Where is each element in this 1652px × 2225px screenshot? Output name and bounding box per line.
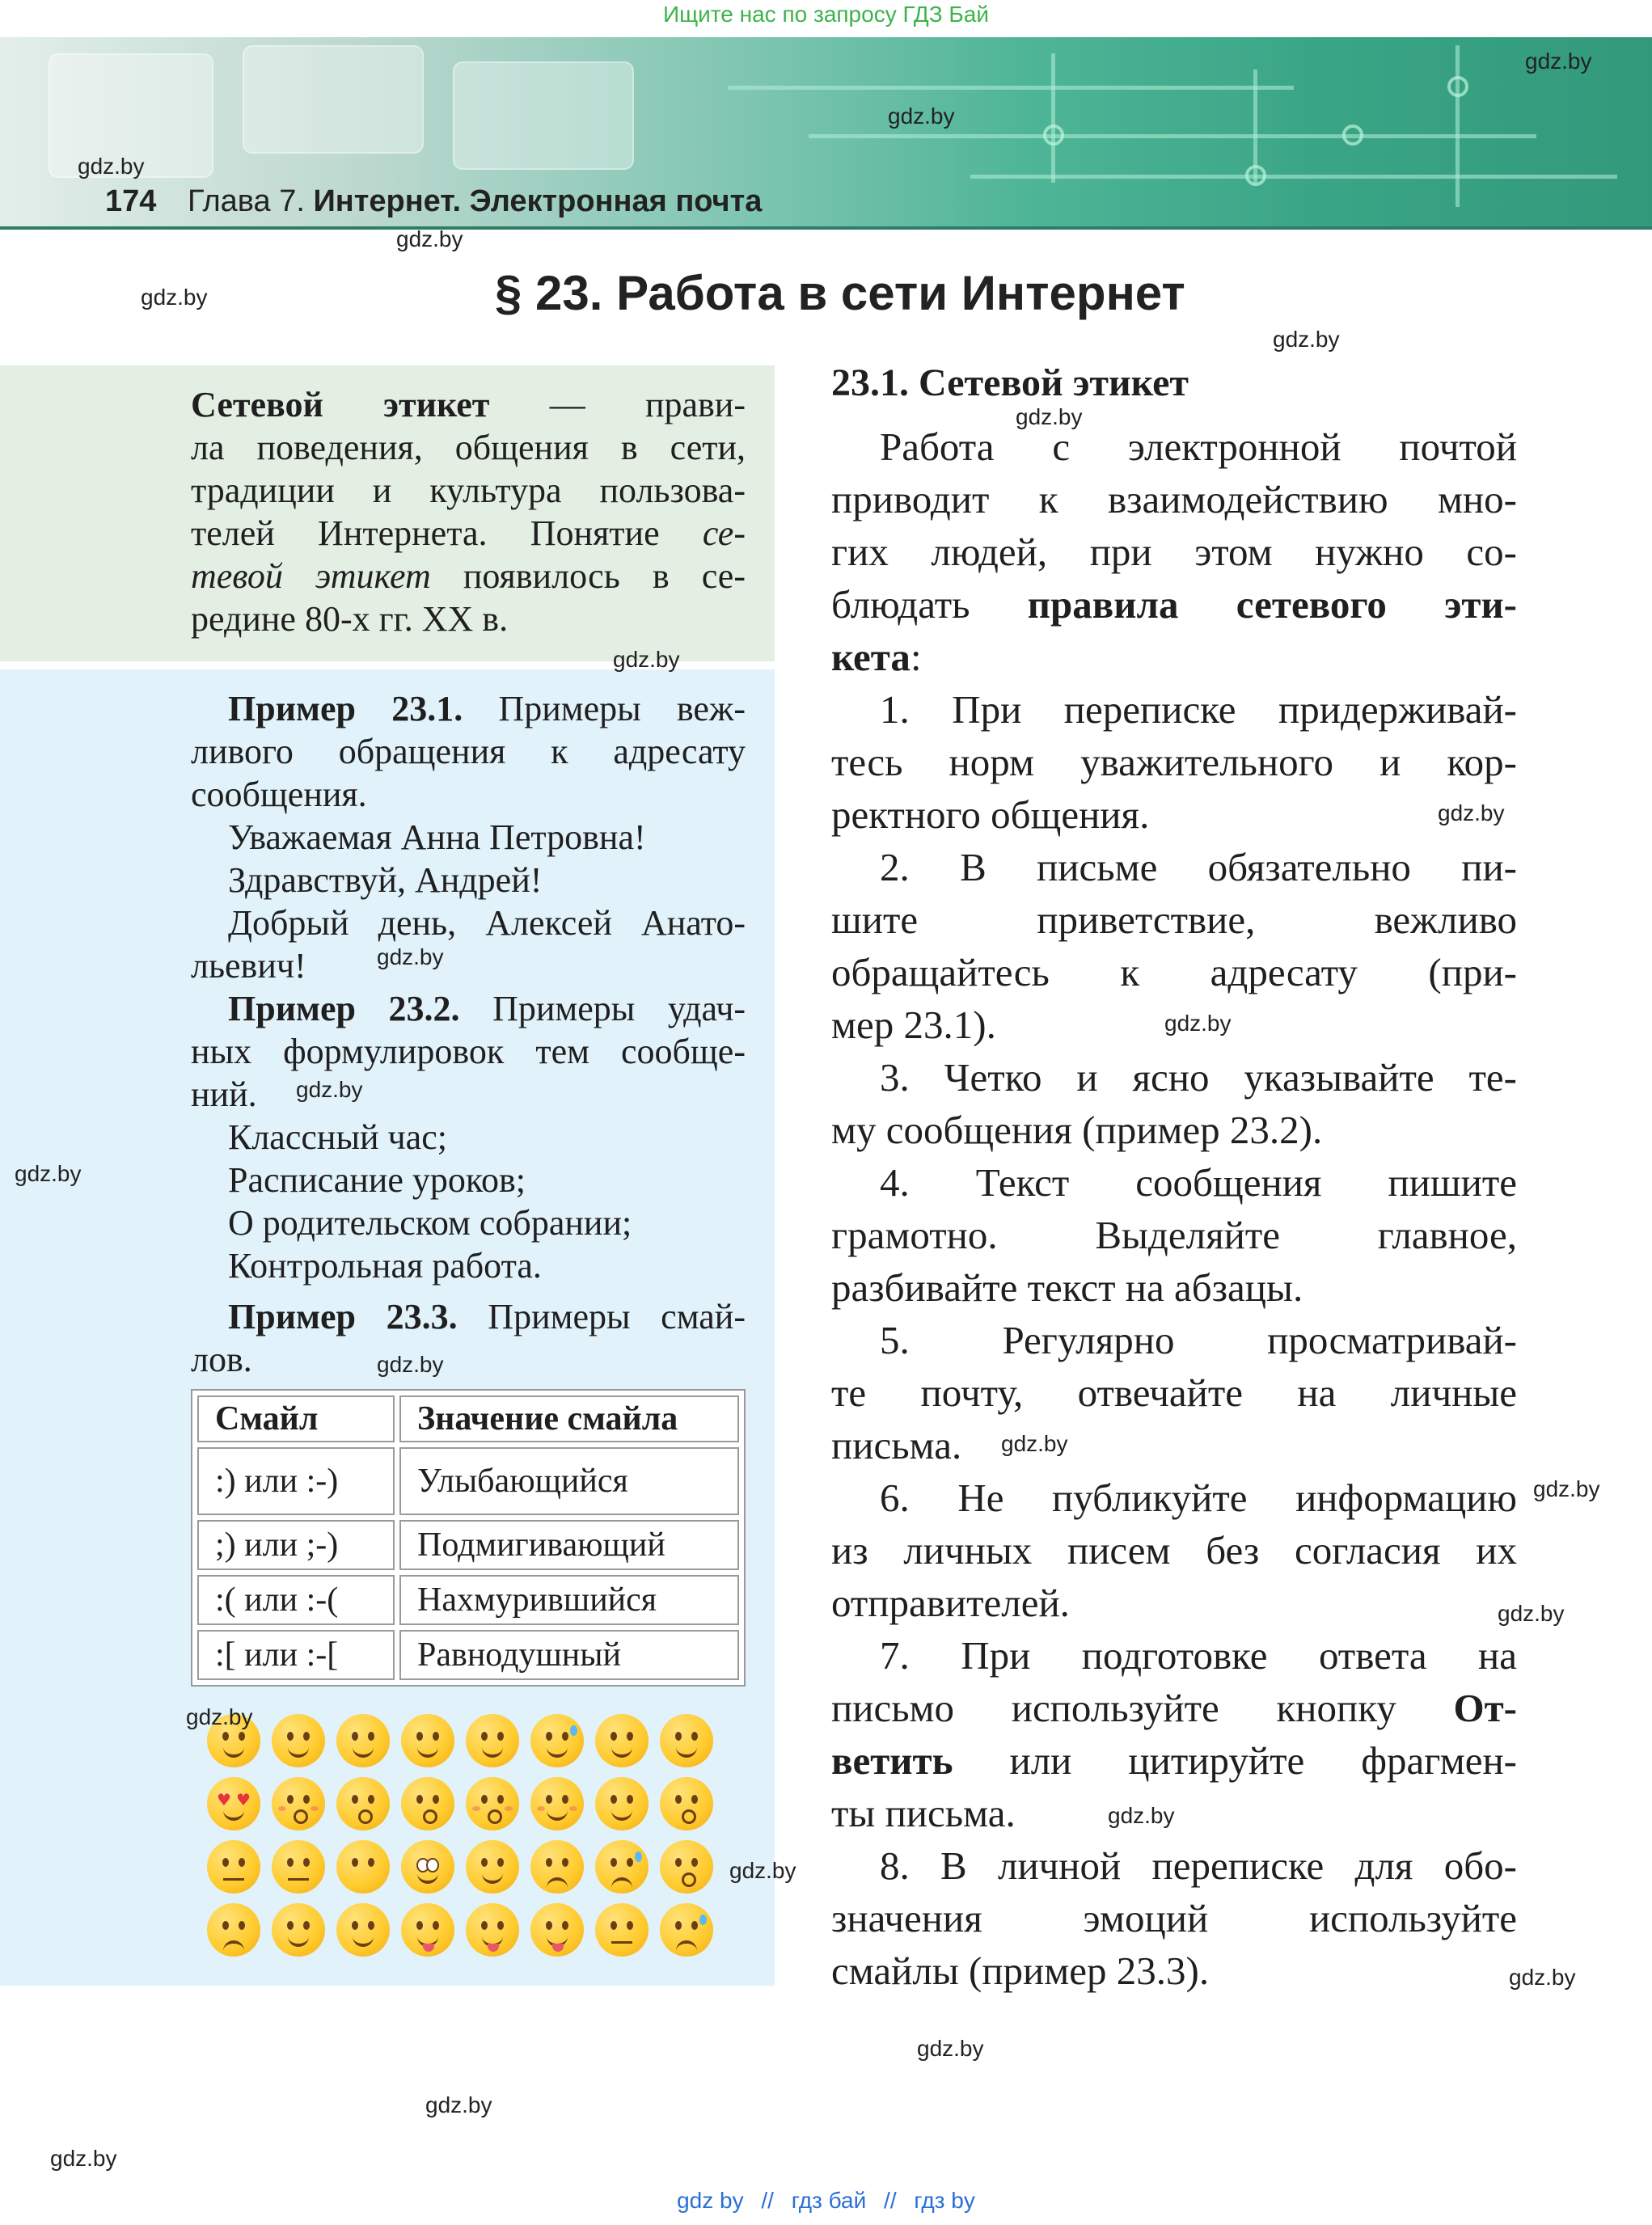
footer-separator: // <box>884 2188 897 2213</box>
rule-line: из личных писем без согласия их <box>831 1528 1517 1573</box>
smiley-code: :[ или :-[ <box>197 1630 395 1680</box>
rule-first-line <box>831 1629 1517 1682</box>
chapter-heading <box>188 184 762 219</box>
tongue-emoji-icon <box>401 1903 454 1957</box>
rule-line: письма. <box>831 1423 962 1467</box>
squint-tongue-emoji-icon <box>530 1903 584 1957</box>
example-2-line: ных формулировок тем сообще- <box>191 1032 746 1071</box>
rule-line: те почту, отвечайте на личные <box>831 1370 1517 1415</box>
rule-item <box>831 1051 1517 1156</box>
watermark: gdz.by <box>1273 327 1340 352</box>
laughing-emoji-icon <box>595 1714 649 1767</box>
smiley-code: :) или :-) <box>197 1447 395 1515</box>
rule-item <box>831 1839 1517 1997</box>
circuit-trace <box>970 175 1617 179</box>
watermark: gdz.by <box>50 2146 117 2171</box>
sleepy-emoji-icon <box>272 1903 325 1957</box>
rule-line: грамотно. Выделяйте главное, <box>831 1213 1517 1257</box>
watermark: gdz.by <box>1108 1803 1175 1828</box>
rule-line: обращайтесь к адресату (при- <box>831 950 1517 994</box>
rule-text: В письме обязательно пи- <box>960 845 1517 889</box>
smiley-emoji-icon <box>401 1714 454 1767</box>
keyboard-key-decoration <box>453 61 634 170</box>
rule-number: 4. <box>880 1160 976 1205</box>
rule-line: значения эмоций используйте <box>831 1896 1517 1940</box>
example-1-item: льевич! <box>191 946 306 986</box>
circuit-pad <box>1043 125 1064 146</box>
heart-eyes-emoji-icon: ♥ ♥ <box>207 1777 260 1830</box>
rule-line: отправителей. <box>831 1581 1070 1625</box>
rule-first-line <box>831 1051 1517 1104</box>
rule-line: шите приветствие, вежливо <box>831 897 1517 942</box>
table-header-row <box>197 1395 739 1442</box>
rule-text: Не публикуйте информацию <box>957 1476 1517 1520</box>
wink-tongue-emoji-icon <box>466 1903 519 1957</box>
kissing-closed-eyes-emoji-icon <box>466 1777 519 1830</box>
circuit-pad <box>1447 76 1468 97</box>
footer-separator: // <box>761 2188 774 2213</box>
rule-first-line <box>831 1156 1517 1209</box>
watermark: gdz.by <box>396 226 463 251</box>
rule-number: 3. <box>880 1055 944 1100</box>
watermark: gdz.by <box>141 285 208 310</box>
table-row <box>197 1630 739 1680</box>
watermark: gdz.by <box>15 1161 82 1186</box>
rule-first-line <box>831 683 1517 736</box>
example-1-line: сообщения. <box>191 775 367 814</box>
rule-first-line <box>831 841 1517 893</box>
example-2-item: О родительском собрании; <box>228 1203 632 1243</box>
examples-box <box>0 669 775 1986</box>
table-header-cell: Значение смайла <box>399 1395 739 1442</box>
relaxed-emoji-icon <box>530 1777 584 1830</box>
chapter-title: Интернет. Электронная почта <box>313 184 763 218</box>
rules-list <box>831 683 1517 1997</box>
watermark: gdz.by <box>1001 1431 1068 1456</box>
watermark: gdz.by <box>729 1858 796 1883</box>
table-header-cell: Смайл <box>197 1395 395 1442</box>
rule-text: Текст сообщения пишите <box>975 1160 1518 1205</box>
definition-line: Сетевой этикет — прави- <box>191 385 746 424</box>
section-title: § 23. Работа в сети Интернет <box>495 266 1185 320</box>
top-banner-text[interactable]: Ищите нас по запросу ГДЗ Бай <box>662 2 990 27</box>
smiley-meaning: Равнодушный <box>399 1630 739 1680</box>
unamused-emoji-icon <box>595 1903 649 1957</box>
rule-line: смайлы (пример 23.3). <box>831 1948 1210 1993</box>
kissing-heart-emoji-icon <box>272 1777 325 1830</box>
relieved-emoji-icon <box>336 1903 390 1957</box>
definition-line: ла поведения, общения в сети, <box>191 428 746 467</box>
watermark: gdz.by <box>377 944 444 969</box>
rule-text: При переписке придерживай- <box>952 687 1517 732</box>
header-underline <box>0 226 1652 230</box>
example-3-heading: Пример 23.3. Примеры смай- <box>228 1297 746 1336</box>
rule-item <box>831 1156 1517 1314</box>
rule-first-line <box>831 1471 1517 1524</box>
intro-line: приводит к взаимодействию мно- <box>831 477 1517 521</box>
intro-line: гих людей, при этом нужно со- <box>831 530 1517 574</box>
example-2-item: Контрольная работа. <box>228 1246 542 1286</box>
watermark: gdz.by <box>888 103 955 129</box>
watermark: gdz.by <box>917 2036 984 2061</box>
hugging-emoji-icon <box>660 1777 713 1830</box>
page-number: 174 <box>105 184 157 218</box>
footer-links <box>0 2188 1652 2214</box>
watermark: gdz.by <box>78 154 145 179</box>
table-row <box>197 1447 739 1515</box>
intro-line: кета: <box>831 635 922 679</box>
watermark: gdz.by <box>1016 404 1083 429</box>
rule-first-line <box>831 1839 1517 1892</box>
wink-emoji-icon <box>660 1714 713 1767</box>
smirk-emoji-icon <box>466 1840 519 1894</box>
rule-line: му сообщения (пример 23.2). <box>831 1108 1323 1152</box>
watermark: gdz.by <box>1438 800 1505 825</box>
rule-line: письмо используйте кнопку От- <box>831 1686 1517 1730</box>
watermark: gdz.by <box>1525 49 1592 74</box>
definition-line: традиции и культура пользова- <box>191 471 746 510</box>
smiley-meaning: Улыбающийся <box>399 1447 739 1515</box>
smiley-table <box>191 1389 746 1687</box>
neutral-emoji-icon <box>207 1840 260 1894</box>
table-row <box>197 1575 739 1625</box>
rolling-eyes-emoji-icon <box>401 1840 454 1894</box>
circuit-trace <box>1051 53 1055 183</box>
rule-number: 8. <box>880 1843 941 1888</box>
watermark: gdz.by <box>296 1077 363 1102</box>
kissing-emoji-icon <box>336 1777 390 1830</box>
intro-line: Работа с электронной почтой <box>880 424 1517 469</box>
grin-emoji-icon <box>272 1714 325 1767</box>
disappointed-relieved-emoji-icon <box>595 1840 649 1894</box>
definition-line: телей Интернета. Понятие се- <box>191 513 746 553</box>
rule-item <box>831 1471 1517 1629</box>
watermark: gdz.by <box>186 1704 253 1729</box>
circuit-pad <box>1245 165 1266 186</box>
watermark: gdz.by <box>613 647 680 672</box>
footer-link-gdz-bai[interactable]: гдз бай <box>791 2188 867 2213</box>
sweat-emoji-icon <box>660 1903 713 1957</box>
kissing-smiling-eyes-emoji-icon <box>401 1777 454 1830</box>
watermark: gdz.by <box>1533 1476 1600 1501</box>
smiley-code: ;) или ;-) <box>197 1520 395 1570</box>
circuit-trace <box>1456 45 1460 207</box>
rule-line: ты письма. <box>831 1791 1016 1835</box>
example-1-item: Добрый день, Алексей Анато- <box>228 903 746 943</box>
rule-number: 1. <box>880 687 953 732</box>
watermark: gdz.by <box>377 1352 444 1377</box>
main-text <box>831 420 1517 1997</box>
rule-text: Регулярно просматривай- <box>1002 1318 1517 1362</box>
circuit-pad <box>1342 125 1363 146</box>
tired-emoji-icon <box>207 1903 260 1957</box>
rule-number: 6. <box>880 1476 958 1520</box>
rule-text: Четко и ясно указывайте те- <box>944 1055 1517 1100</box>
definition-line: тевой этикет появилось в се- <box>191 556 746 596</box>
rule-line: разбивайте текст на абзацы. <box>831 1265 1303 1310</box>
watermark: gdz.by <box>1164 1011 1232 1036</box>
rule-line: ректного общения. <box>831 792 1150 837</box>
example-2-line: ний. <box>191 1075 257 1114</box>
expressionless-emoji-icon <box>272 1840 325 1894</box>
example-2-item: Расписание уроков; <box>228 1160 526 1200</box>
rule-number: 5. <box>880 1318 1003 1362</box>
footer-link-gdz-by-2[interactable]: гдз by <box>914 2188 975 2213</box>
smiley-code: :( или :-( <box>197 1575 395 1625</box>
example-1-line: ливого обращения к адресату <box>191 732 746 771</box>
example-1-item: Уважаемая Анна Петровна! <box>228 817 646 857</box>
rule-number: 2. <box>880 845 961 889</box>
example-2-heading: Пример 23.2. Примеры удач- <box>228 989 746 1028</box>
circuit-trace <box>809 134 1536 138</box>
rule-line: тесь норм уважительного и кор- <box>831 740 1517 784</box>
rule-line: мер 23.1). <box>831 1003 996 1047</box>
rule-text: В личной переписке для обо- <box>940 1843 1517 1888</box>
rule-line: ветить или цитируйте фрагмен- <box>831 1738 1517 1783</box>
open-mouth-emoji-icon <box>660 1840 713 1894</box>
no-mouth-emoji-icon <box>336 1840 390 1894</box>
watermark: gdz.by <box>1498 1601 1565 1626</box>
definition-box <box>0 365 775 661</box>
rule-first-line <box>831 1314 1517 1366</box>
example-2-item: Классный час; <box>228 1117 447 1157</box>
footer-link-gdz-by[interactable]: gdz by <box>677 2188 744 2213</box>
watermark: gdz.by <box>1509 1965 1576 1990</box>
chapter-prefix: Глава 7. <box>188 184 305 218</box>
sweat-smile-emoji-icon <box>530 1714 584 1767</box>
example-1-item: Здравствуй, Андрей! <box>228 860 543 900</box>
example-3-line: лов. <box>191 1340 252 1379</box>
watermark: gdz.by <box>425 2092 492 2117</box>
keyboard-key-decoration <box>243 45 424 154</box>
smile-emoji-icon <box>466 1714 519 1767</box>
persevere-emoji-icon <box>530 1840 584 1894</box>
rule-item <box>831 1314 1517 1471</box>
slightly-smiling-emoji-icon <box>595 1777 649 1830</box>
definition-line: редине 80-х гг. XX в. <box>191 599 509 639</box>
joy-emoji-icon <box>336 1714 390 1767</box>
subsection-title: 23.1. Сетевой этикет <box>831 361 1189 404</box>
rule-item <box>831 683 1517 841</box>
table-row <box>197 1520 739 1570</box>
smiley-meaning: Нахмурившийся <box>399 1575 739 1625</box>
example-1-heading: Пример 23.1. Примеры веж- <box>228 689 746 728</box>
intro-line: блюдать правила сетевого эти- <box>831 582 1517 627</box>
rule-text: При подготовке ответа на <box>961 1633 1518 1678</box>
smiley-meaning: Подмигивающий <box>399 1520 739 1570</box>
rule-number: 7. <box>880 1633 961 1678</box>
circuit-trace <box>728 86 1294 90</box>
